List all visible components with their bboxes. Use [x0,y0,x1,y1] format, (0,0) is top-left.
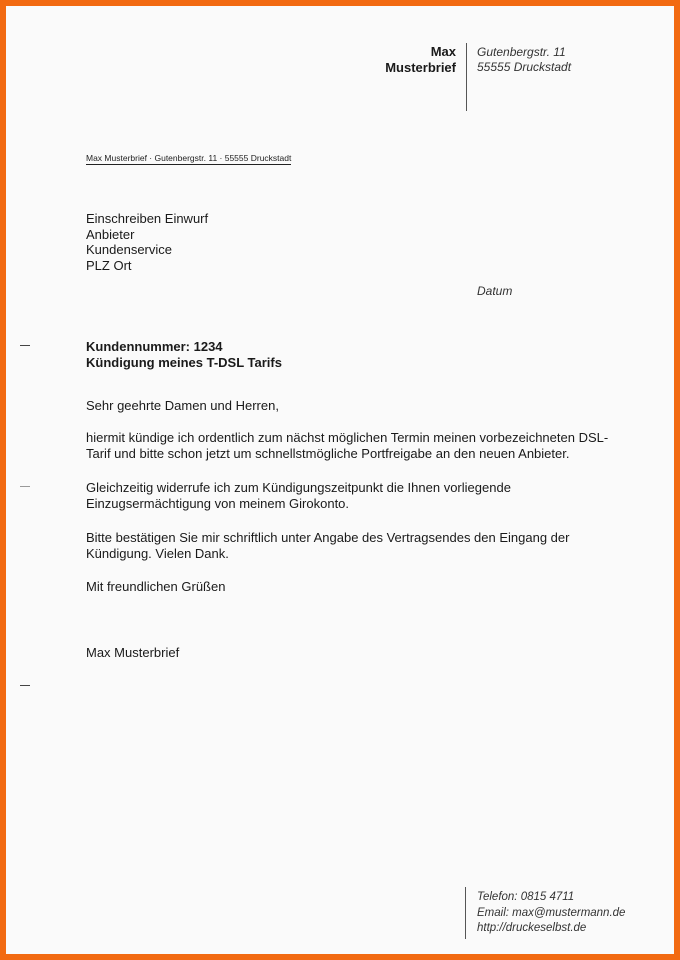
footer-phone: Telefon: 0815 4711 [477,891,575,903]
salutation: Sehr geehrte Damen und Herren, [86,398,279,413]
footer-website: http://druckeselbst.de [477,922,587,934]
recipient-line-2: Anbieter [86,226,135,242]
recipient-line-4: PLZ Ort [86,257,132,273]
customer-number: Kundennummer: 1234 [86,339,223,354]
paragraph-3-line-1: Bitte bestätigen Sie mir schriftlich unter Angabe des Vertragsendes den Eingang der [86,530,570,545]
subject-title: Kündigung meines T-DSL Tarifs [86,355,282,370]
contact-footer [477,890,625,937]
header-divider [466,43,467,111]
sender-first-name: Max [430,44,456,59]
sender-city: 55555 Druckstadt [477,60,572,74]
sender-last-name: Musterbrief [385,60,456,75]
paragraph-1-line-1: hiermit kündige ich ordentlich zum nächst möglichen Termin meinen vorbezeichneten DSL- [86,430,609,445]
paragraph-2 [86,480,616,512]
paragraph-2-line-1: Gleichzeitig widerrufe ich zum Kündigungszeitpunkt die Ihnen vorliegende [86,480,511,495]
paragraph-1 [86,430,616,462]
sender-name [306,44,456,76]
paragraph-3-line-2: Kündigung. Vielen Dank. [86,546,229,561]
paragraph-3 [86,530,616,562]
date-label: Datum [477,284,513,298]
paragraph-2-line-2: Einzugsermächtigung von meinem Girokonto. [86,496,350,511]
fold-mark-top [20,345,30,346]
footer-email: Email: max@mustermann.de [477,906,626,919]
footer-divider [465,887,466,939]
paragraph-1-line-2: Tarif und bitte schon jetzt um schnellstmögliche Portfreigabe an den neuen Anbieter. [86,446,570,461]
return-address-line: Max Musterbrief · Gutenbergstr. 11 · 55555 Druckstadt [86,153,292,163]
signature-name: Max Musterbrief [86,645,180,660]
subject-block [86,339,282,371]
sender-street: Gutenbergstr. 11 [477,45,566,59]
recipient-line-1: Einschreiben Einwurf [86,211,209,226]
recipient-address [86,211,208,273]
punch-mark [20,486,30,487]
fold-mark-bottom [20,685,30,686]
closing-phrase: Mit freundlichen Grüßen [86,579,226,594]
recipient-line-3: Kundenservice [86,242,172,257]
sender-address [477,45,571,75]
